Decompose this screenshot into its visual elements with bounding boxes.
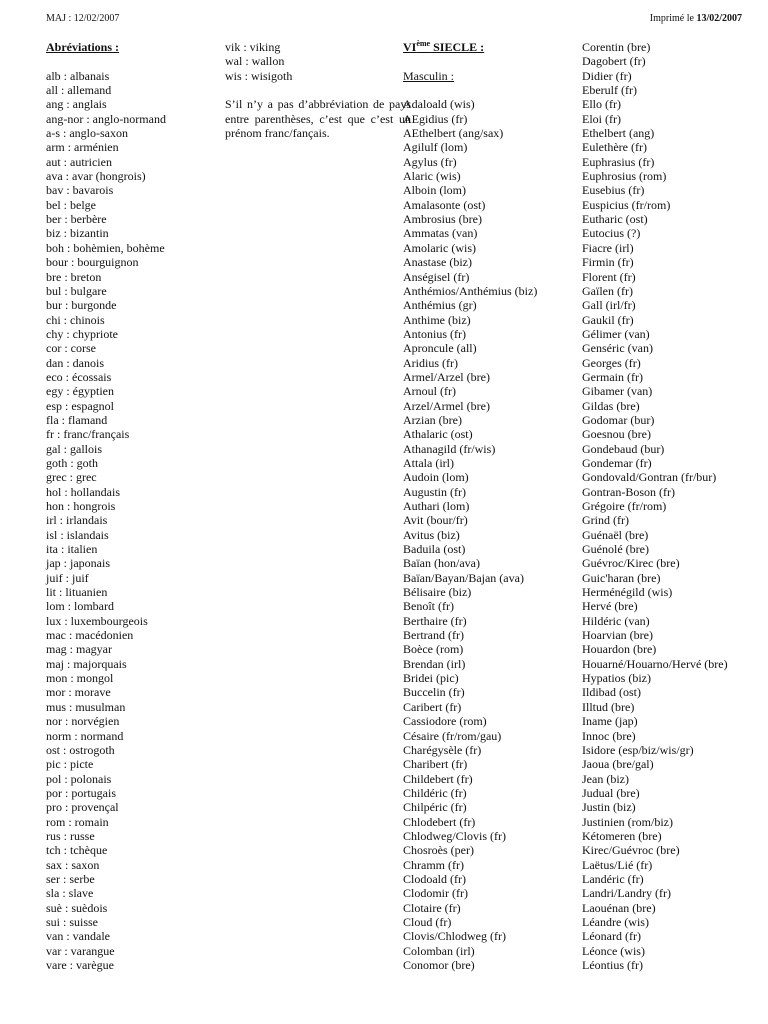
name-item: Ammatas (van) <box>403 226 478 241</box>
abbreviation-item: juif : juif <box>46 570 89 585</box>
name-item: Attala (irl) <box>403 455 454 470</box>
abbreviation-item: dan : danois <box>46 355 104 370</box>
abbreviation-item: mus : musulman <box>46 699 126 714</box>
name-item: Anastase (biz) <box>403 255 472 270</box>
name-item: Judual (bre) <box>582 785 640 800</box>
abbreviation-item: mac : macédonien <box>46 628 134 643</box>
name-item: Augustin (fr) <box>403 484 466 499</box>
name-item: Goesnou (bre) <box>582 427 651 442</box>
abbreviation-item: grec : grec <box>46 470 97 485</box>
abbreviations-title: Abréviations : <box>46 40 119 54</box>
name-item: Eulethère (fr) <box>582 140 647 155</box>
abbreviation-item: chi : chinois <box>46 312 105 327</box>
abbreviation-item: arm : arménien <box>46 140 119 155</box>
name-item: Audoin (lom) <box>403 470 469 485</box>
abbreviation-item: fr : franc/français <box>46 427 130 442</box>
century-title-suffix: SIECLE : <box>430 40 485 54</box>
name-item: Cassiodore (rom) <box>403 714 487 729</box>
name-item: Firmin (fr) <box>582 255 634 270</box>
name-item: Fiacre (irl) <box>582 240 634 255</box>
abbreviations-column-1 <box>46 40 216 972</box>
abbreviation-item: aut : autricien <box>46 154 112 169</box>
name-item: Clovis/Chlodweg (fr) <box>403 929 506 944</box>
abbreviation-item: bav : bavarois <box>46 183 114 198</box>
abbreviation-item: ost : ostrogoth <box>46 742 115 757</box>
name-item: Clodoald (fr) <box>403 871 466 886</box>
abbreviations-list-2 <box>225 40 385 83</box>
name-item: AEgidius (fr) <box>403 111 468 126</box>
gender-subtitle: Masculin : <box>403 68 454 83</box>
names-list-2 <box>582 40 762 972</box>
name-item: Hoarvian (bre) <box>582 628 653 643</box>
name-item: Arzian (bre) <box>403 412 462 427</box>
name-item: Caribert (fr) <box>403 699 462 714</box>
name-item: Guic'haran (bre) <box>582 570 661 585</box>
name-item: Bertrand (fr) <box>403 628 464 643</box>
abbreviation-item: wal : wallon <box>225 54 285 69</box>
name-item: Berthaire (fr) <box>403 613 467 628</box>
name-item: Baïan (hon/ava) <box>403 556 480 571</box>
name-item: Euphrosius (rom) <box>582 169 667 184</box>
name-item: Euspicius (fr/rom) <box>582 197 671 212</box>
name-item: Hervé (bre) <box>582 599 638 614</box>
name-item: Anthime (biz) <box>403 312 471 327</box>
name-item: Dagobert (fr) <box>582 54 646 69</box>
name-item: Anségisel (fr) <box>403 269 470 284</box>
name-item: Alaric (wis) <box>403 169 461 184</box>
name-item: Athanagild (fr/wis) <box>403 441 496 456</box>
name-item: Colomban (irl) <box>403 943 475 958</box>
name-item: Gondemar (fr) <box>582 455 652 470</box>
abbreviations-list-1 <box>46 69 216 973</box>
abbreviation-item: mon : mongol <box>46 671 114 686</box>
name-item: Léontius (fr) <box>582 958 643 972</box>
name-item: Laëtus/Lié (fr) <box>582 857 653 872</box>
name-item: Guévroc/Kirec (bre) <box>582 556 680 571</box>
name-item: Laouénan (bre) <box>582 900 656 915</box>
name-item: Brendan (irl) <box>403 656 466 671</box>
name-item: Cloud (fr) <box>403 914 452 929</box>
abbreviation-item: lom : lombard <box>46 599 114 614</box>
abbreviation-item: egy : égyptien <box>46 384 114 399</box>
name-item: Childebert (fr) <box>403 771 473 786</box>
abbreviation-item: mag : magyar <box>46 642 112 657</box>
name-item: Chilpéric (fr) <box>403 800 467 815</box>
abbreviation-item: irl : irlandais <box>46 513 108 528</box>
name-item: Euphrasius (fr) <box>582 154 655 169</box>
abbreviation-item: ber : berbère <box>46 212 107 227</box>
abbreviation-item: ita : italien <box>46 542 98 557</box>
name-item: Avitus (biz) <box>403 527 460 542</box>
name-item: Herménégild (wis) <box>582 585 673 600</box>
name-item: Gélimer (van) <box>582 326 650 341</box>
name-item: Antonius (fr) <box>403 326 466 341</box>
name-item: Charégysèle (fr) <box>403 742 482 757</box>
abbreviation-item: esp : espagnol <box>46 398 114 413</box>
name-item: Gondebaud (bur) <box>582 441 665 456</box>
name-item: Amolaric (wis) <box>403 240 476 255</box>
name-item: Léonard (fr) <box>582 929 641 944</box>
abbreviation-item: sui : suisse <box>46 914 99 929</box>
name-item: Georges (fr) <box>582 355 641 370</box>
name-item: Agylus (fr) <box>403 154 457 169</box>
name-item: Aproncule (all) <box>403 341 477 356</box>
abbreviation-item: a-s : anglo-saxon <box>46 126 128 141</box>
name-item: Grégoire (fr/rom) <box>582 499 667 513</box>
abbreviation-item: hol : hollandais <box>46 484 120 499</box>
name-item: Gildas (bre) <box>582 398 640 413</box>
abbreviation-item: nor : norvégien <box>46 714 120 729</box>
abbreviation-item: bre : breton <box>46 269 102 284</box>
name-item: Chosroès (per) <box>403 843 474 858</box>
name-item: Innoc (bre) <box>582 728 636 743</box>
name-item: Eloi (fr) <box>582 111 621 126</box>
abbreviation-item: chy : chypriote <box>46 326 118 341</box>
name-item: Bridei (pic) <box>403 671 459 686</box>
name-item: Bélisaire (biz) <box>403 585 472 600</box>
name-item: Agilulf (lom) <box>403 140 468 155</box>
century-title-sup: ème <box>416 39 431 48</box>
name-item: Ildibad (ost) <box>582 685 641 700</box>
name-item: Alboin (lom) <box>403 183 466 198</box>
name-item: Genséric (van) <box>582 341 653 356</box>
abbreviation-item: wis : wisigoth <box>225 68 293 83</box>
abbreviation-item: fla : flamand <box>46 412 108 427</box>
abbreviation-item: maj : majorquais <box>46 656 127 671</box>
abbreviation-note: S’il n’y a pas d’abbréviation de pays entre parenthèses, c’est que c’est un prénom franc/fançais. <box>225 97 411 141</box>
abbreviation-item: alb : albanais <box>46 68 110 83</box>
names-column-2 <box>582 40 762 972</box>
name-item: Landri/Landry (fr) <box>582 886 671 901</box>
names-column-1 <box>403 40 575 972</box>
name-item: Anthémios/Anthémius (biz) <box>403 283 538 298</box>
abbreviation-item: por : portugais <box>46 785 116 800</box>
abbreviation-item: cor : corse <box>46 341 96 356</box>
name-item: Florent (fr) <box>582 269 636 284</box>
name-item: Ambrosius (bre) <box>403 212 482 227</box>
name-item: Houarné/Houarno/Hervé (bre) <box>582 656 728 671</box>
abbreviation-item: bel : belge <box>46 197 96 212</box>
name-item: Gall (irl/fr) <box>582 298 636 313</box>
abbreviation-item: sax : saxon <box>46 857 100 872</box>
abbreviation-item: lux : luxembourgeois <box>46 613 148 628</box>
name-item: Chramm (fr) <box>403 857 464 872</box>
name-item: Clodomir (fr) <box>403 886 468 901</box>
abbreviation-item: rus : russe <box>46 828 95 843</box>
name-item: Childéric (fr) <box>403 785 467 800</box>
abbreviation-item: bour : bourguignon <box>46 255 139 270</box>
name-item: Adaloald (wis) <box>403 97 475 112</box>
name-item: Léonce (wis) <box>582 943 645 958</box>
name-item: Buccelin (fr) <box>403 685 465 700</box>
name-item: Chlodweg/Clovis (fr) <box>403 828 506 843</box>
print-date-label: Imprimé le <box>649 13 697 24</box>
abbreviation-item: boh : bohèmien, bohème <box>46 240 165 255</box>
name-item: Guénolé (bre) <box>582 542 649 557</box>
abbreviation-item: norm : normand <box>46 728 124 743</box>
abbreviation-item: rom : romain <box>46 814 109 829</box>
name-item: Jean (biz) <box>582 771 629 786</box>
name-item: Chlodebert (fr) <box>403 814 476 829</box>
abbreviation-item: gal : gallois <box>46 441 102 456</box>
page-header <box>46 13 742 29</box>
name-item: Gondovald/Gontran (fr/bur) <box>582 470 717 485</box>
name-item: Didier (fr) <box>582 68 632 83</box>
name-item: Arzel/Armel (bre) <box>403 398 490 413</box>
abbreviation-item: tch : tchèque <box>46 843 108 858</box>
names-list-1 <box>403 97 575 972</box>
abbreviation-item: pol : polonais <box>46 771 112 786</box>
name-item: Kétomeren (bre) <box>582 828 662 843</box>
name-item: Gaukil (fr) <box>582 312 634 327</box>
name-item: Justinien (rom/biz) <box>582 814 673 829</box>
name-item: Eutocius (?) <box>582 226 641 241</box>
name-item: Godomar (bur) <box>582 412 655 427</box>
update-date: MAJ : 12/02/2007 <box>46 13 120 24</box>
abbreviation-item: eco : écossais <box>46 369 112 384</box>
abbreviation-item: sla : slave <box>46 886 94 901</box>
abbreviation-item: ava : avar (hongrois) <box>46 169 146 184</box>
century-title-prefix: VI <box>403 40 417 54</box>
name-item: Justin (biz) <box>582 800 636 815</box>
abbreviation-item: vare : varègue <box>46 958 114 972</box>
abbreviation-item: vik : viking <box>225 40 281 54</box>
name-item: Hypatios (biz) <box>582 671 651 686</box>
abbreviation-item: mor : morave <box>46 685 111 700</box>
abbreviation-item: isl : islandais <box>46 527 109 542</box>
name-item: Iname (jap) <box>582 714 638 729</box>
abbreviation-item: lit : lituanien <box>46 585 108 600</box>
name-item: Avit (bour/fr) <box>403 513 468 528</box>
abbreviation-item: hon : hongrois <box>46 499 116 513</box>
name-item: Grind (fr) <box>582 513 629 528</box>
century-title <box>403 40 575 54</box>
name-item: Benoît (fr) <box>403 599 454 614</box>
name-item: Landéric (fr) <box>582 871 644 886</box>
abbreviation-item: ser : serbe <box>46 871 95 886</box>
name-item: Boèce (rom) <box>403 642 464 657</box>
name-item: Eutharic (ost) <box>582 212 648 227</box>
name-item: Athalaric (ost) <box>403 427 473 442</box>
abbreviation-item: jap : japonais <box>46 556 110 571</box>
abbreviations-column-2 <box>225 40 411 141</box>
name-item: AEthelbert (ang/sax) <box>403 126 504 141</box>
name-item: Baïan/Bayan/Bajan (ava) <box>403 570 524 585</box>
print-date-value: 13/02/2007 <box>696 13 742 24</box>
abbreviation-item: suè : suèdois <box>46 900 108 915</box>
abbreviation-item: var : varangue <box>46 943 115 958</box>
name-item: Kirec/Guévroc (bre) <box>582 843 680 858</box>
abbreviation-item: goth : goth <box>46 455 99 470</box>
name-item: Eberulf (fr) <box>582 83 637 98</box>
name-item: Clotaire (fr) <box>403 900 461 915</box>
name-item: Gontran-Boson (fr) <box>582 484 675 499</box>
name-item: Anthémius (gr) <box>403 298 477 313</box>
abbreviation-item: van : vandale <box>46 929 110 944</box>
name-item: Ello (fr) <box>582 97 621 112</box>
name-item: Armel/Arzel (bre) <box>403 369 490 384</box>
print-date <box>650 13 742 24</box>
abbreviation-item: all : allemand <box>46 83 112 98</box>
name-item: Eusebius (fr) <box>582 183 645 198</box>
name-item: Authari (lom) <box>403 499 470 513</box>
name-item: Jaoua (bre/gal) <box>582 757 654 772</box>
name-item: Aridius (fr) <box>403 355 458 370</box>
name-item: Gibamer (van) <box>582 384 653 399</box>
abbreviation-item: pro : provençal <box>46 800 119 815</box>
name-item: Baduila (ost) <box>403 542 466 557</box>
abbreviation-item: bul : bulgare <box>46 283 107 298</box>
name-item: Léandre (wis) <box>582 914 649 929</box>
name-item: Amalasonte (ost) <box>403 197 486 212</box>
name-item: Ethelbert (ang) <box>582 126 655 141</box>
name-item: Isidore (esp/biz/wis/gr) <box>582 742 694 757</box>
name-item: Germain (fr) <box>582 369 643 384</box>
name-item: Hildéric (van) <box>582 613 650 628</box>
abbreviation-item: pic : picte <box>46 757 94 772</box>
name-item: Charibert (fr) <box>403 757 468 772</box>
abbreviation-item: bur : burgonde <box>46 298 117 313</box>
name-item: Corentin (bre) <box>582 40 651 54</box>
name-item: Guénaël (bre) <box>582 527 649 542</box>
name-item: Césaire (fr/rom/gau) <box>403 728 502 743</box>
name-item: Illtud (bre) <box>582 699 635 714</box>
name-item: Houardon (bre) <box>582 642 657 657</box>
abbreviation-item: ang-nor : anglo-normand <box>46 111 166 126</box>
abbreviation-item: ang : anglais <box>46 97 107 112</box>
name-item: Conomor (bre) <box>403 958 475 972</box>
name-item: Arnoul (fr) <box>403 384 456 399</box>
abbreviation-item: biz : bizantin <box>46 226 109 241</box>
name-item: Gaïlen (fr) <box>582 283 633 298</box>
